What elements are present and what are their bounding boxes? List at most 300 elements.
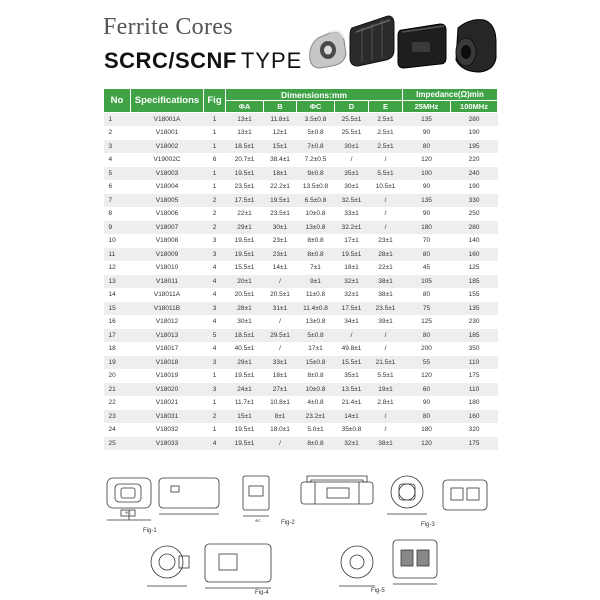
row-dim-e: 2.8±1 (369, 396, 403, 410)
table-row (104, 369, 498, 383)
row-imp-25mhz: 55 (403, 356, 451, 370)
row-dim-d: 35±1 (335, 369, 369, 383)
row-dim-c: 13.5±0.8 (297, 180, 335, 194)
row-dim-d: / (335, 329, 369, 343)
header-impedance: Impedance(Ω)min (403, 89, 498, 101)
row-no: 17 (104, 329, 131, 343)
row-imp-25mhz: 45 (403, 261, 451, 275)
row-imp-25mhz: 80 (403, 288, 451, 302)
figure-2-label: Fig-2 (281, 520, 295, 526)
figure-3 (387, 476, 487, 514)
row-fig: 3 (204, 234, 226, 248)
row-dim-a: 19.5±1 (226, 437, 264, 451)
row-dim-c: 8±0.8 (297, 369, 335, 383)
row-dim-a: 22±1 (226, 207, 264, 221)
row-dim-b: / (264, 342, 297, 356)
table-row (104, 342, 498, 356)
row-no: 23 (104, 410, 131, 424)
row-dim-a: 13±1 (226, 126, 264, 140)
row-no: 25 (104, 437, 131, 451)
row-imp-25mhz: 200 (403, 342, 451, 356)
row-dim-c: 17±1 (297, 342, 335, 356)
row-imp-100mhz: 190 (451, 180, 498, 194)
header-specifications: Specifications (131, 89, 204, 113)
table-row (104, 221, 498, 235)
row-imp-100mhz: 175 (451, 369, 498, 383)
table-row (104, 207, 498, 221)
row-specification: V18009 (131, 248, 204, 262)
row-dim-c: 8±0.8 (297, 437, 335, 451)
row-dim-d: / (335, 153, 369, 167)
row-dim-a: 19.5±1 (226, 248, 264, 262)
row-dim-b: 23±1 (264, 234, 297, 248)
figure-2 (243, 476, 373, 516)
row-imp-100mhz: 330 (451, 194, 498, 208)
row-dim-e: / (369, 342, 403, 356)
row-imp-100mhz: 350 (451, 342, 498, 356)
table-row (104, 410, 498, 424)
row-dim-e: 5.5±1 (369, 369, 403, 383)
table-row (104, 302, 498, 316)
row-fig: 3 (204, 356, 226, 370)
row-dim-a: 18.5±1 (226, 140, 264, 154)
row-dim-b: 20.5±1 (264, 288, 297, 302)
row-imp-100mhz: 160 (451, 248, 498, 262)
row-fig: 1 (204, 180, 226, 194)
row-dim-c: 6.5±0.8 (297, 194, 335, 208)
row-dim-a: 20.7±1 (226, 153, 264, 167)
row-dim-d: 32.5±1 (335, 194, 369, 208)
type-heading-series: SCRC/SCNF (104, 48, 237, 73)
header-imp-100mhz: 100MHz (451, 101, 498, 113)
figure-drawings (95, 470, 505, 595)
row-dim-c: 11.4±0.8 (297, 302, 335, 316)
row-dim-d: 35±0.8 (335, 423, 369, 437)
row-no: 2 (104, 126, 131, 140)
row-specification: V18032 (131, 423, 204, 437)
row-dim-c: 8±0.8 (297, 248, 335, 262)
spec-table (103, 88, 498, 450)
row-dim-c: 7±1 (297, 261, 335, 275)
row-dim-d: 21.4±1 (335, 396, 369, 410)
row-dim-b: 11.8±1 (264, 113, 297, 127)
table-row (104, 261, 498, 275)
row-imp-100mhz: 110 (451, 356, 498, 370)
row-fig: 2 (204, 410, 226, 424)
row-no: 8 (104, 207, 131, 221)
row-dim-a: 13±1 (226, 113, 264, 127)
figure-4 (147, 544, 271, 588)
row-dim-b: / (264, 275, 297, 289)
row-dim-c: 13±0.8 (297, 315, 335, 329)
row-dim-b: / (264, 437, 297, 451)
row-dim-d: 18±1 (335, 261, 369, 275)
row-imp-25mhz: 80 (403, 329, 451, 343)
row-specification: V18010 (131, 261, 204, 275)
row-imp-100mhz: 185 (451, 275, 498, 289)
row-imp-25mhz: 90 (403, 207, 451, 221)
row-fig: 6 (204, 153, 226, 167)
row-no: 1 (104, 113, 131, 127)
figure-1 (107, 478, 219, 520)
row-no: 13 (104, 275, 131, 289)
row-specification: V18006 (131, 207, 204, 221)
row-no: 19 (104, 356, 131, 370)
figure-4-label: Fig-4 (255, 590, 269, 595)
row-fig: 4 (204, 261, 226, 275)
row-no: 3 (104, 140, 131, 154)
row-no: 20 (104, 369, 131, 383)
row-no: 15 (104, 302, 131, 316)
row-dim-d: 25.5±1 (335, 113, 369, 127)
row-dim-e: 2.5±1 (369, 140, 403, 154)
row-dim-e: 2.5±1 (369, 126, 403, 140)
row-dim-e: / (369, 194, 403, 208)
row-dim-e: 38±1 (369, 437, 403, 451)
table-row (104, 194, 498, 208)
row-dim-a: 17.5±1 (226, 194, 264, 208)
row-fig: 2 (204, 221, 226, 235)
row-specification: V18031 (131, 410, 204, 424)
row-fig: 1 (204, 369, 226, 383)
row-dim-a: 29±1 (226, 356, 264, 370)
row-imp-100mhz: 230 (451, 315, 498, 329)
row-specification: V18007 (131, 221, 204, 235)
row-specification: V18019 (131, 369, 204, 383)
table-row (104, 180, 498, 194)
row-dim-c: 3.5±0.8 (297, 113, 335, 127)
row-imp-100mhz: 180 (451, 396, 498, 410)
row-dim-c: 8±0.8 (297, 234, 335, 248)
type-heading-suffix: TYPE (240, 48, 303, 73)
row-dim-e: 38±1 (369, 288, 403, 302)
row-dim-d: 49.8±1 (335, 342, 369, 356)
row-fig: 1 (204, 167, 226, 181)
row-imp-25mhz: 180 (403, 221, 451, 235)
row-no: 21 (104, 383, 131, 397)
header-imp-25mhz: 25MHz (403, 101, 451, 113)
table-row (104, 288, 498, 302)
row-fig: 4 (204, 288, 226, 302)
row-imp-100mhz: 220 (451, 153, 498, 167)
row-imp-25mhz: 120 (403, 369, 451, 383)
row-dim-c: 5.0±1 (297, 423, 335, 437)
row-no: 16 (104, 315, 131, 329)
row-dim-a: 19.5±1 (226, 369, 264, 383)
row-dim-b: 10.8±1 (264, 396, 297, 410)
row-imp-25mhz: 135 (403, 194, 451, 208)
row-dim-e: / (369, 410, 403, 424)
row-dim-a: 19.5±1 (226, 234, 264, 248)
row-imp-100mhz: 280 (451, 221, 498, 235)
row-dim-e: 19±1 (369, 383, 403, 397)
row-imp-25mhz: 105 (403, 275, 451, 289)
product-photos (300, 8, 500, 78)
table-row (104, 275, 498, 289)
header-fig: Fig (204, 89, 226, 113)
row-imp-100mhz: 195 (451, 140, 498, 154)
figure-5-label: Fig-5 (371, 588, 385, 594)
row-dim-e: 28±1 (369, 248, 403, 262)
header-dim-c: ΦC (297, 101, 335, 113)
row-dim-b: 18±1 (264, 167, 297, 181)
row-dim-c: 5±0.8 (297, 329, 335, 343)
row-dim-e: 10.5±1 (369, 180, 403, 194)
row-dim-e: 22±1 (369, 261, 403, 275)
table-row (104, 234, 498, 248)
table-row (104, 167, 498, 181)
row-dim-a: 19.5±1 (226, 423, 264, 437)
row-dim-d: 35±1 (335, 167, 369, 181)
row-imp-25mhz: 120 (403, 153, 451, 167)
row-specification: V18021 (131, 396, 204, 410)
table-row (104, 356, 498, 370)
row-fig: 1 (204, 126, 226, 140)
row-dim-a: 30±1 (226, 315, 264, 329)
table-row (104, 315, 498, 329)
row-specification: V19002C (131, 153, 204, 167)
table-row (104, 113, 498, 127)
row-imp-100mhz: 135 (451, 302, 498, 316)
row-dim-a: 24±1 (226, 383, 264, 397)
row-dim-b: 12±1 (264, 126, 297, 140)
row-imp-100mhz: 155 (451, 288, 498, 302)
row-dim-d: 25.5±1 (335, 126, 369, 140)
header-dim-e: E (369, 101, 403, 113)
row-dim-d: 32±1 (335, 437, 369, 451)
row-specification: V18008 (131, 234, 204, 248)
row-fig: 1 (204, 396, 226, 410)
fig2-dim-c: ΦC (255, 518, 262, 523)
row-dim-b: 15±1 (264, 140, 297, 154)
row-dim-c: 10±0.8 (297, 383, 335, 397)
row-imp-100mhz: 110 (451, 383, 498, 397)
row-specification: V18005 (131, 194, 204, 208)
page-title: Ferrite Cores (103, 14, 233, 40)
row-dim-c: 13±0.8 (297, 221, 335, 235)
row-dim-c: 15±0.8 (297, 356, 335, 370)
row-dim-e: 5.5±1 (369, 167, 403, 181)
header-dim-b: B (264, 101, 297, 113)
row-no: 10 (104, 234, 131, 248)
row-dim-b: 23.5±1 (264, 207, 297, 221)
table-row (104, 126, 498, 140)
row-dim-b: 38.4±1 (264, 153, 297, 167)
row-specification: V18011 (131, 275, 204, 289)
row-dim-c: 23.2±1 (297, 410, 335, 424)
row-specification: V18018 (131, 356, 204, 370)
row-imp-25mhz: 180 (403, 423, 451, 437)
row-dim-b: 27±1 (264, 383, 297, 397)
row-dim-a: 20±1 (226, 275, 264, 289)
row-dim-c: 4±0.8 (297, 396, 335, 410)
row-imp-25mhz: 120 (403, 437, 451, 451)
row-dim-b: 8±1 (264, 410, 297, 424)
figure-5 (339, 540, 437, 586)
row-imp-25mhz: 90 (403, 396, 451, 410)
row-dim-d: 32±1 (335, 288, 369, 302)
row-no: 4 (104, 153, 131, 167)
row-dim-e: / (369, 207, 403, 221)
row-dim-b: / (264, 315, 297, 329)
row-dim-a: 28±1 (226, 302, 264, 316)
row-dim-e: 38±1 (369, 275, 403, 289)
row-specification: V18012 (131, 315, 204, 329)
row-imp-100mhz: 320 (451, 423, 498, 437)
row-dim-e: / (369, 153, 403, 167)
product-photo-clip-core-small (350, 16, 394, 66)
row-dim-b: 18±1 (264, 369, 297, 383)
row-dim-d: 32±1 (335, 275, 369, 289)
row-dim-b: 23±1 (264, 248, 297, 262)
header-dim-d: D (335, 101, 369, 113)
row-dim-b: 29.5±1 (264, 329, 297, 343)
table-row (104, 437, 498, 451)
row-dim-c: 7±0.8 (297, 140, 335, 154)
row-imp-25mhz: 100 (403, 167, 451, 181)
row-dim-e: / (369, 221, 403, 235)
row-no: 6 (104, 180, 131, 194)
table-body (104, 113, 498, 451)
row-no: 5 (104, 167, 131, 181)
row-specification: V18033 (131, 437, 204, 451)
row-imp-100mhz: 190 (451, 126, 498, 140)
row-dim-c: 5±0.8 (297, 126, 335, 140)
row-dim-d: 13.5±1 (335, 383, 369, 397)
row-dim-a: 23.5±1 (226, 180, 264, 194)
row-specification: V18004 (131, 180, 204, 194)
row-dim-e: / (369, 329, 403, 343)
row-specification: V18001 (131, 126, 204, 140)
row-dim-d: 32.2±1 (335, 221, 369, 235)
row-imp-25mhz: 125 (403, 315, 451, 329)
row-no: 11 (104, 248, 131, 262)
row-imp-25mhz: 90 (403, 180, 451, 194)
row-imp-25mhz: 75 (403, 302, 451, 316)
row-dim-c: 9±1 (297, 275, 335, 289)
row-imp-25mhz: 80 (403, 248, 451, 262)
row-dim-d: 17±1 (335, 234, 369, 248)
row-imp-100mhz: 125 (451, 261, 498, 275)
row-fig: 3 (204, 248, 226, 262)
table-row (104, 140, 498, 154)
header-dimensions: Dimensions:mm (226, 89, 403, 101)
row-no: 14 (104, 288, 131, 302)
row-dim-d: 15.5±1 (335, 356, 369, 370)
row-imp-100mhz: 160 (451, 410, 498, 424)
row-dim-b: 14±1 (264, 261, 297, 275)
row-dim-d: 30±1 (335, 140, 369, 154)
table-row (104, 248, 498, 262)
row-imp-100mhz: 140 (451, 234, 498, 248)
row-dim-c: 11±0.8 (297, 288, 335, 302)
table-row (104, 383, 498, 397)
row-fig: 4 (204, 315, 226, 329)
row-imp-25mhz: 135 (403, 113, 451, 127)
row-fig: 3 (204, 383, 226, 397)
table-header-row (104, 89, 498, 101)
row-fig: 4 (204, 342, 226, 356)
row-dim-b: 30±1 (264, 221, 297, 235)
row-imp-25mhz: 90 (403, 126, 451, 140)
row-dim-d: 30±1 (335, 180, 369, 194)
row-imp-100mhz: 240 (451, 167, 498, 181)
row-dim-a: 20.5±1 (226, 288, 264, 302)
table-row (104, 153, 498, 167)
row-fig: 1 (204, 423, 226, 437)
row-specification: V18017 (131, 342, 204, 356)
row-dim-e: / (369, 423, 403, 437)
row-dim-a: 40.5±1 (226, 342, 264, 356)
row-no: 9 (104, 221, 131, 235)
row-dim-e: 2.5±1 (369, 113, 403, 127)
row-dim-c: 10±0.8 (297, 207, 335, 221)
row-dim-b: 18.0±1 (264, 423, 297, 437)
row-imp-100mhz: 280 (451, 113, 498, 127)
row-specification: V18011B (131, 302, 204, 316)
row-imp-100mhz: 175 (451, 437, 498, 451)
row-specification: V18003 (131, 167, 204, 181)
row-fig: 5 (204, 329, 226, 343)
row-dim-c: 7.2±0.5 (297, 153, 335, 167)
row-dim-e: 39±1 (369, 315, 403, 329)
row-fig: 2 (204, 194, 226, 208)
row-imp-25mhz: 80 (403, 140, 451, 154)
row-specification: V18020 (131, 383, 204, 397)
row-fig: 3 (204, 302, 226, 316)
row-no: 24 (104, 423, 131, 437)
row-specification: V18013 (131, 329, 204, 343)
row-dim-b: 22.2±1 (264, 180, 297, 194)
row-no: 18 (104, 342, 131, 356)
row-dim-d: 33±1 (335, 207, 369, 221)
row-dim-b: 33±1 (264, 356, 297, 370)
row-fig: 4 (204, 437, 226, 451)
product-photo-round-core (456, 20, 496, 72)
header-dim-a: ΦA (226, 101, 264, 113)
row-dim-a: 15±1 (226, 410, 264, 424)
row-fig: 1 (204, 113, 226, 127)
table-row (104, 329, 498, 343)
row-specification: V18002 (131, 140, 204, 154)
row-dim-b: 19.5±1 (264, 194, 297, 208)
row-fig: 1 (204, 140, 226, 154)
row-imp-100mhz: 185 (451, 329, 498, 343)
type-heading (104, 48, 302, 74)
row-imp-25mhz: 80 (403, 410, 451, 424)
row-dim-c: 9±0.8 (297, 167, 335, 181)
figure-3-label: Fig-3 (421, 522, 435, 528)
row-fig: 4 (204, 275, 226, 289)
row-dim-e: 23.5±1 (369, 302, 403, 316)
row-dim-e: 23±1 (369, 234, 403, 248)
row-dim-a: 19.5±1 (226, 167, 264, 181)
row-dim-a: 15.5±1 (226, 261, 264, 275)
row-dim-d: 14±1 (335, 410, 369, 424)
row-no: 12 (104, 261, 131, 275)
row-imp-25mhz: 70 (403, 234, 451, 248)
header-no: No (104, 89, 131, 113)
fig1-dim-c: ΦC (125, 510, 132, 515)
row-dim-a: 11.7±1 (226, 396, 264, 410)
row-imp-25mhz: 60 (403, 383, 451, 397)
row-dim-e: 21.5±1 (369, 356, 403, 370)
row-specification: V18011A (131, 288, 204, 302)
row-dim-a: 18.5±1 (226, 329, 264, 343)
product-photo-split-core (310, 31, 346, 68)
row-specification: V18001A (131, 113, 204, 127)
row-dim-d: 19.5±1 (335, 248, 369, 262)
